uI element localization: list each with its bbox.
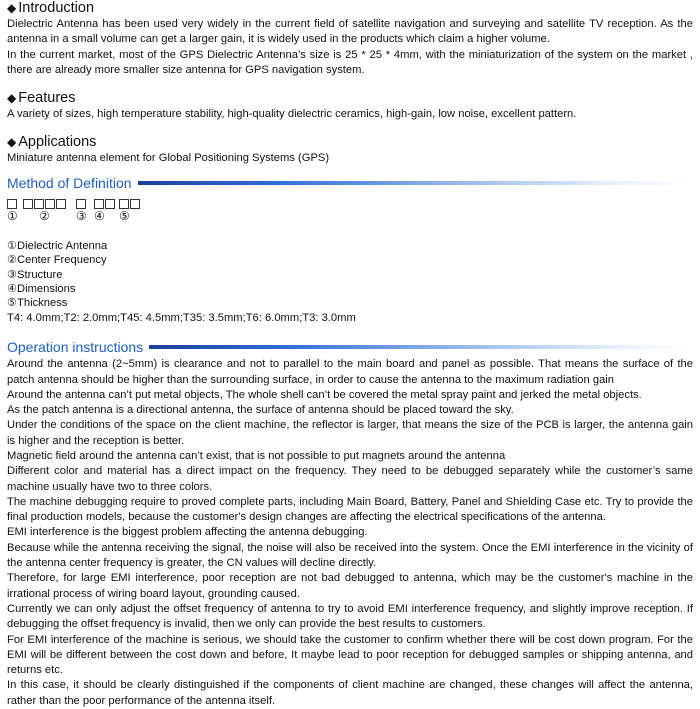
title-underline-bar bbox=[138, 181, 693, 185]
operation-paragraph: Under the conditions of the space on the client machine, the reflector is larger, that means the size of the PCB is larger, the antenna gain is higher and the reception is better. bbox=[7, 419, 693, 447]
definition-item: ②Center Frequency bbox=[7, 254, 107, 267]
operation-paragraph: Different color and material has a direct impact on the frequency. They need to be debugged separately while the customer’s same machine usually have two to three colors. bbox=[7, 465, 693, 493]
code-label-5: ⑤ bbox=[119, 208, 130, 223]
features-heading: ◆ Features bbox=[7, 90, 76, 107]
definition-item: ④Dimensions bbox=[7, 283, 76, 295]
definition-item: ①Dielectric Antenna bbox=[7, 239, 108, 252]
code-labels-row bbox=[7, 210, 693, 223]
code-box bbox=[105, 199, 115, 209]
operation-paragraph: Magnetic field around the antenna can’t exist, that is not possible to put magnets around the antenna bbox=[7, 450, 506, 462]
method-of-definition-title: Method of Definition bbox=[7, 173, 693, 193]
features-text: A variety of sizes, high temperature stability, high-quality dielectric ceramics, high-gain, low noise, excellent pattern. bbox=[7, 108, 577, 121]
diamond-bullet-icon: ◆ bbox=[7, 135, 17, 150]
operation-paragraph: Because while the antenna receiving the signal, the noise will also be received into the system. Once the EMI interference in the vicinity of the antenna center frequency is greater, the CN values will decline directly. bbox=[7, 541, 693, 570]
introduction-paragraph-1: Dielectric Antenna has been used very widely in the current field of satellite navigation and surveying and satellite TV reception. As the antenna in a small volume can get a larger gain, it is widely used in the products which claim a higher volume. bbox=[7, 18, 693, 46]
operation-instructions-title: Operation instructions bbox=[7, 337, 693, 357]
operation-paragraph: Around the antenna can’t put metal objects, The whole shell can’t be covered the metal spray paint and jerked the metal objects. bbox=[7, 388, 642, 401]
code-box bbox=[76, 199, 86, 209]
operation-paragraph: Currently we can only adjust the offset frequency of antenna to try to avoid EMI interference frequency, and slightly improve reception. If debugging the offset frequency is invalid, then we only can provide the best results to customers. bbox=[7, 602, 693, 631]
code-box bbox=[56, 199, 66, 209]
operation-paragraphs bbox=[7, 357, 693, 709]
operation-paragraph: As the patch antenna is a directional antenna, the surface of antenna should be placed toward the sky. bbox=[7, 404, 514, 417]
applications-heading: ◆ Applications bbox=[7, 134, 97, 151]
definition-list bbox=[7, 239, 693, 325]
code-label-4: ④ bbox=[94, 208, 105, 223]
code-diagram bbox=[7, 197, 693, 223]
operation-paragraph: In this case, it should be clearly distinguished if the components of client machine are changed, these changes will affect the antenna, rather than the poor performance of the antenna itself. bbox=[7, 679, 693, 707]
operation-paragraph: Around the antenna (2~5mm) is clearance and not to parallel to the main board and panel as possible. That means the surface of the patch antenna should be higher than the surrounding surface, in order to cause the antenna to the maximum radiation gain bbox=[7, 358, 693, 386]
code-label-3: ③ bbox=[76, 208, 87, 223]
code-box bbox=[94, 199, 104, 209]
code-box bbox=[23, 199, 33, 209]
applications-text: Miniature antenna element for Global Positioning Systems (GPS) bbox=[7, 152, 330, 165]
code-boxes-row bbox=[7, 197, 693, 210]
thickness-values: T4: 4.0mm;T2: 2.0mm;T45: 4.5mm;T35: 3.5mm;T6: 6.0mm;T3: 3.0mm bbox=[7, 311, 356, 324]
document-page bbox=[7, 0, 693, 709]
title-underline-bar bbox=[149, 345, 693, 349]
operation-paragraph: Therefore, for large EMI interference, poor reception are not bad debugged to antenna, which may be the customer's machine in the irrational process of wiring board layout, grounding caused. bbox=[7, 572, 693, 600]
code-label-1: ① bbox=[7, 208, 18, 223]
code-label-2: ② bbox=[39, 208, 50, 223]
code-box bbox=[119, 199, 129, 209]
operation-paragraph: The machine debugging require to proved complete parts, including Main Board, Battery, Panel and Shielding Case etc. Try to provide the final production models, because the customer's design changes are affecting the electrical specifications of the antenna. bbox=[7, 495, 693, 524]
definition-item: ⑤Thickness bbox=[7, 297, 68, 310]
code-box bbox=[7, 199, 17, 209]
code-box bbox=[45, 199, 55, 209]
definition-item: ③Structure bbox=[7, 268, 63, 281]
diamond-bullet-icon: ◆ bbox=[7, 1, 17, 15]
diamond-bullet-icon: ◆ bbox=[7, 91, 17, 106]
code-box bbox=[34, 199, 44, 209]
operation-paragraph: For EMI interference of the machine is serious, we should take the customer to confirm whether there will be cost down program. For the EMI will be different between the cost down and before, It maybe lead to poor reception for debugged samples or shipping antenna, and returns etc. bbox=[7, 633, 693, 677]
operation-paragraph: EMI interference is the biggest problem affecting the antenna debugging. bbox=[7, 526, 368, 539]
introduction-heading: ◆ Introduction bbox=[7, 0, 95, 16]
code-box bbox=[130, 199, 140, 209]
introduction-paragraph-2: In the current market, most of the GPS Dielectric Antenna’s size is 25 * 25 * 4mm, with the miniaturization of the system on the market , there are already more smaller size antenna for GPS navigation system. bbox=[7, 48, 693, 76]
